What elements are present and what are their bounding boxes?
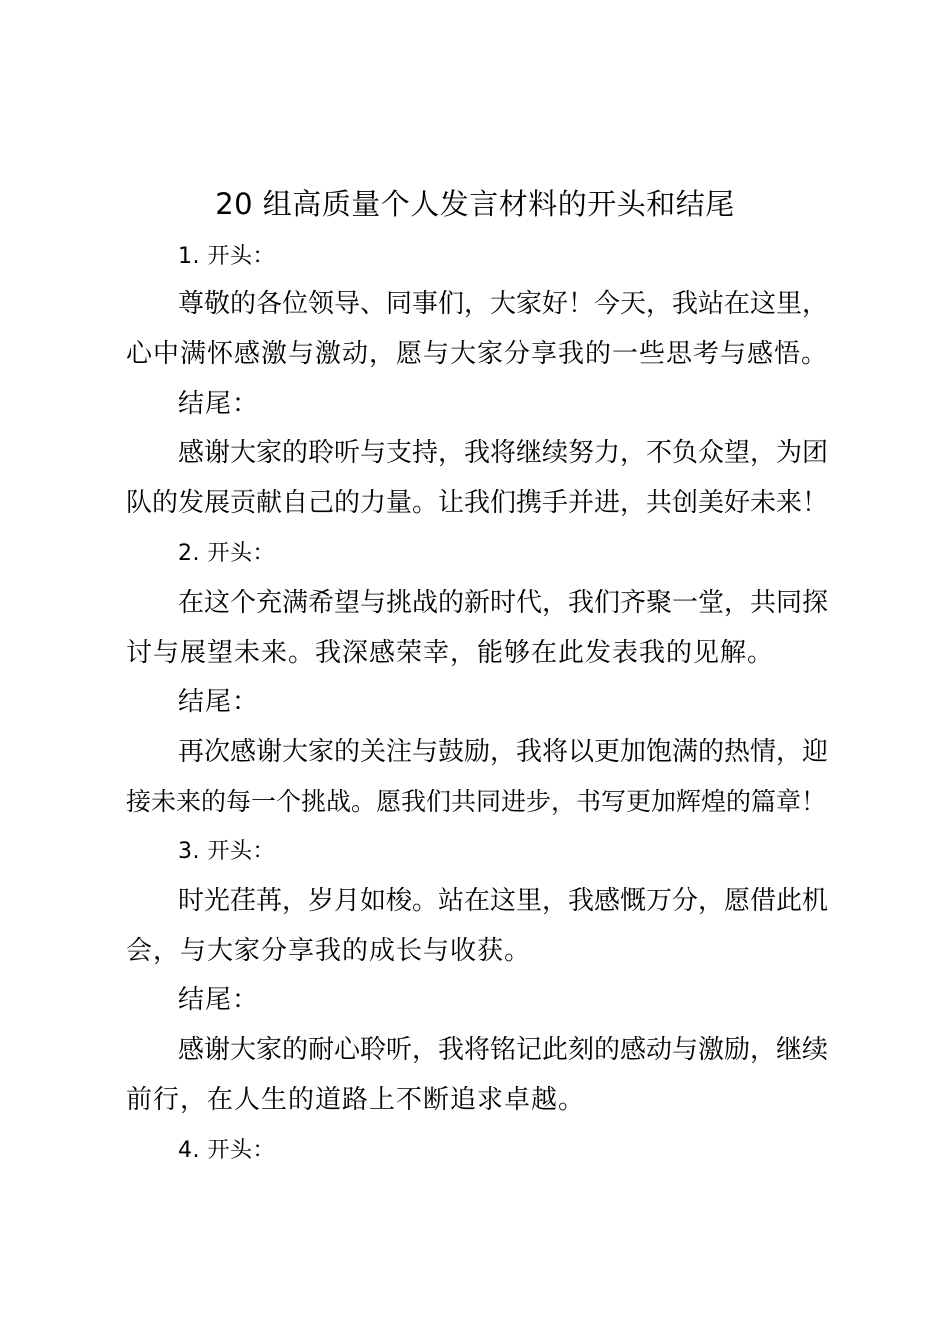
- paragraph-line: 讨与展望未来。我深感荣幸，能够在此发表我的见解。: [126, 638, 775, 668]
- paragraph-line: 尊敬的各位领导、同事们，大家好！今天，我站在这里，: [178, 289, 829, 319]
- paragraph-line: 再次感谢大家的关注与鼓励，我将以更加饱满的热情，迎: [178, 737, 829, 767]
- paragraph-line: 在这个充满希望与挑战的新时代，我们齐聚一堂，共同探: [178, 588, 829, 618]
- closing-label: 结尾：: [178, 985, 260, 1015]
- paragraph-line: 时光荏苒，岁月如梭。站在这里，我感慨万分，愿借此机: [178, 886, 829, 916]
- paragraph-line: 感谢大家的耐心聆听，我将铭记此刻的感动与激励，继续: [178, 1035, 829, 1065]
- paragraph-line: 前行，在人生的道路上不断追求卓越。: [126, 1085, 586, 1115]
- document-title: 20 组高质量个人发言材料的开头和结尾: [215, 187, 735, 221]
- paragraph-line: 接未来的每一个挑战。愿我们共同进步，书写更加辉煌的篇章！: [126, 787, 827, 816]
- paragraph-line: 感谢大家的聆听与支持，我将继续努力，不负众望，为团: [178, 438, 829, 468]
- section-heading-4: 4. 开头：: [178, 1138, 275, 1163]
- section-heading-2: 2. 开头：: [178, 541, 275, 566]
- section-heading-1: 1. 开头：: [178, 244, 275, 269]
- paragraph-line: 会，与大家分享我的成长与收获。: [126, 936, 532, 966]
- paragraph-line: 队的发展贡献自己的力量。让我们携手并进，共创美好未来！: [126, 488, 829, 518]
- closing-label: 结尾：: [178, 687, 260, 717]
- section-heading-3: 3. 开头：: [178, 839, 275, 864]
- paragraph-line: 心中满怀感激与激动，愿与大家分享我的一些思考与感悟。: [126, 339, 829, 369]
- closing-label: 结尾：: [178, 389, 260, 419]
